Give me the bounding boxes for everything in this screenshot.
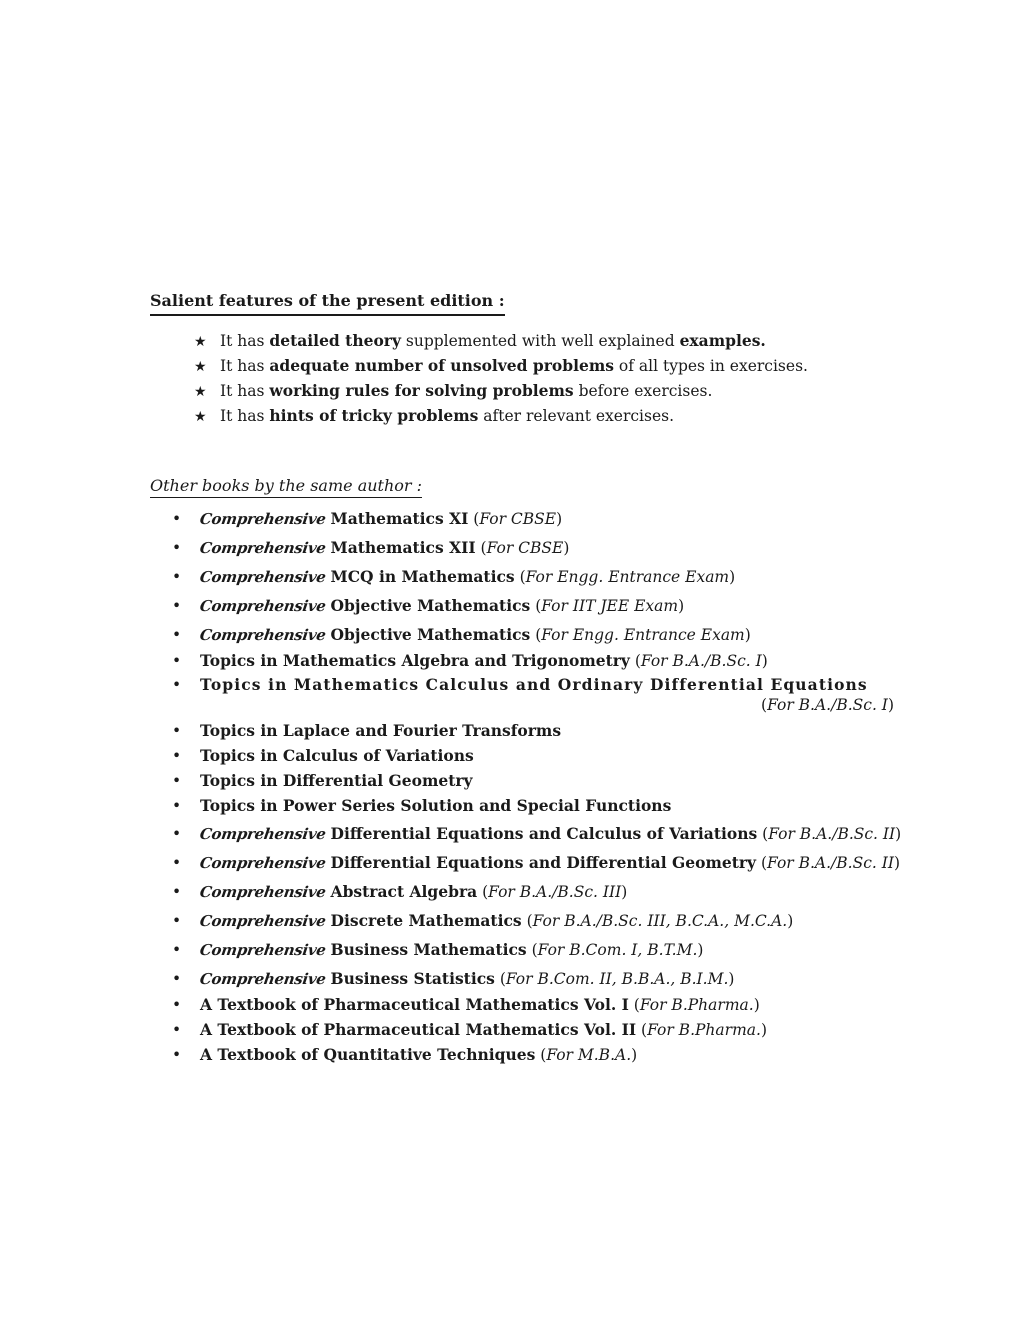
brand-name: Comprehensive — [198, 970, 327, 988]
salient-features-list — [194, 331, 808, 431]
book-audience: For B.A./B.Sc. II — [767, 854, 894, 872]
book-title: Topics in Laplace and Fourier Transforms — [200, 721, 562, 740]
book-item — [172, 770, 894, 795]
feature-item — [194, 406, 808, 431]
book-audience: For Engg. Entrance Exam — [541, 626, 745, 644]
book-title: Discrete Mathematics — [330, 911, 522, 930]
bullet-icon: • — [172, 825, 182, 843]
feature-text: after relevant exercises. — [478, 407, 674, 425]
book-item — [172, 907, 894, 936]
book-title: Differential Equations and Calculus of Variations — [330, 824, 758, 843]
book-title: Abstract Algebra — [330, 882, 478, 901]
book-title: A Textbook of Quantitative Techniques — [200, 1045, 536, 1064]
book-audience: For B.Com. II, B.B.A., B.I.M. — [505, 970, 729, 988]
bullet-icon: • — [172, 772, 182, 790]
paren: ( — [761, 696, 768, 714]
book-item — [172, 795, 894, 820]
paren: ( — [521, 912, 533, 930]
book-item — [172, 621, 894, 650]
bullet-icon: • — [172, 941, 182, 959]
feature-text: It has — [220, 357, 270, 375]
paren: ) — [893, 854, 901, 872]
paren: ( — [530, 626, 542, 644]
book-item — [172, 675, 894, 720]
feature-text: It has — [220, 382, 270, 400]
brand-name: Comprehensive — [198, 941, 327, 959]
bullet-icon: • — [172, 722, 182, 740]
feature-item — [194, 331, 808, 356]
book-item — [172, 534, 894, 563]
paren: ) — [556, 510, 563, 528]
book-title: Topics in Mathematics Calculus and Ordinary Differential Equations — [200, 675, 868, 694]
book-audience: For B.A./B.Sc. I — [767, 696, 888, 714]
book-title: Objective Mathematics — [330, 596, 531, 615]
bullet-icon: • — [172, 626, 182, 644]
book-audience: For B.Pharma. — [639, 996, 754, 1014]
book-audience: For Engg. Entrance Exam — [525, 568, 730, 586]
book-title: Topics in Power Series Solution and Special Functions — [200, 796, 672, 815]
book-item — [172, 849, 901, 878]
paren: ) — [787, 912, 794, 930]
book-item — [172, 505, 894, 534]
books-list — [172, 505, 902, 1069]
paren: ) — [744, 626, 751, 644]
paren: ) — [761, 652, 768, 670]
book-audience: For B.Pharma. — [647, 1021, 761, 1039]
book-item — [172, 720, 894, 745]
bullet-icon: • — [172, 912, 182, 930]
paren: ( — [535, 1046, 547, 1064]
bullet-icon: • — [172, 797, 182, 815]
feature-text: before exercises. — [573, 382, 713, 400]
book-title: Business Statistics — [330, 969, 495, 988]
feature-text: supplemented with well explained — [400, 332, 680, 350]
paren: ( — [514, 568, 526, 586]
paren: ) — [895, 825, 902, 843]
book-item — [172, 878, 894, 907]
paren: ) — [621, 883, 628, 901]
bullet-icon: • — [172, 510, 182, 528]
paren: ) — [697, 941, 704, 959]
bullet-icon: • — [172, 1021, 182, 1039]
feature-text: It has — [220, 407, 270, 425]
paren: ( — [477, 883, 489, 901]
feature-bold: working rules for solving problems — [269, 381, 574, 400]
star-icon: ★ — [194, 334, 207, 350]
feature-bold: examples. — [679, 331, 766, 350]
salient-features-heading: Salient features of the present edition : — [150, 291, 505, 316]
book-title: Objective Mathematics — [330, 625, 531, 644]
brand-name: Comprehensive — [198, 539, 327, 557]
bullet-icon: • — [172, 854, 182, 872]
paren: ( — [494, 970, 506, 988]
book-audience: For B.A./B.Sc. I — [640, 652, 762, 670]
bullet-icon: • — [172, 652, 182, 670]
paren: ) — [563, 539, 570, 557]
book-item — [172, 1019, 894, 1044]
book-title: Mathematics XI — [330, 509, 469, 528]
book-item — [172, 965, 894, 994]
brand-name: Comprehensive — [198, 825, 327, 843]
paren: ( — [629, 652, 641, 670]
brand-name: Comprehensive — [198, 883, 327, 901]
book-audience: For B.A./B.Sc. III, B.C.A., M.C.A. — [532, 912, 788, 930]
paren: ( — [475, 539, 487, 557]
book-title: Topics in Differential Geometry — [200, 771, 473, 790]
brand-name: Comprehensive — [198, 568, 327, 586]
book-audience: For CBSE — [486, 539, 564, 557]
bullet-icon: • — [172, 883, 182, 901]
feature-bold: hints of tricky problems — [269, 406, 479, 425]
paren: ( — [526, 941, 538, 959]
paren: ( — [628, 996, 640, 1014]
book-audience: For B.Com. I, B.T.M. — [537, 941, 698, 959]
feature-item — [194, 356, 808, 381]
bullet-icon: • — [172, 676, 182, 694]
book-title: Business Mathematics — [330, 940, 527, 959]
paren: ( — [468, 510, 480, 528]
book-item — [172, 820, 902, 849]
paren: ) — [753, 996, 760, 1014]
bullet-icon: • — [172, 597, 182, 615]
brand-name: Comprehensive — [198, 626, 327, 644]
paren: ) — [729, 568, 736, 586]
bullet-icon: • — [172, 996, 182, 1014]
star-icon: ★ — [194, 359, 207, 375]
book-title: Differential Equations and Differential Geometry — [330, 853, 757, 872]
other-books-heading: Other books by the same author : — [150, 476, 422, 498]
book-item — [172, 563, 894, 592]
book-item — [172, 745, 894, 770]
bullet-icon: • — [172, 568, 182, 586]
paren: ( — [756, 854, 768, 872]
book-title: Topics in Calculus of Variations — [200, 746, 474, 765]
brand-name: Comprehensive — [198, 854, 327, 872]
book-audience: For IIT JEE Exam — [541, 597, 679, 615]
book-title: Topics in Mathematics Algebra and Trigonometry — [200, 651, 630, 670]
paren: ) — [760, 1021, 767, 1039]
book-item — [172, 592, 894, 621]
bullet-icon: • — [172, 747, 182, 765]
feature-text: It has — [220, 332, 270, 350]
book-audience: For CBSE — [479, 510, 557, 528]
paren: ( — [530, 597, 542, 615]
paren: ( — [636, 1021, 648, 1039]
book-audience: For B.A./B.Sc. III — [488, 883, 622, 901]
bullet-icon: • — [172, 539, 182, 557]
brand-name: Comprehensive — [198, 510, 327, 528]
paren: ) — [631, 1046, 638, 1064]
feature-bold: detailed theory — [269, 331, 401, 350]
book-title: MCQ in Mathematics — [330, 567, 515, 586]
bullet-icon: • — [172, 970, 182, 988]
star-icon: ★ — [194, 384, 207, 400]
book-audience: For B.A./B.Sc. II — [768, 825, 896, 843]
book-item — [172, 936, 894, 965]
bullet-icon: • — [172, 1046, 182, 1064]
paren: ) — [728, 970, 735, 988]
feature-text: of all types in exercises. — [613, 357, 808, 375]
feature-item — [194, 381, 808, 406]
paren: ) — [678, 597, 685, 615]
book-title: A Textbook of Pharmaceutical Mathematics Vol. II — [200, 1020, 637, 1039]
star-icon: ★ — [194, 409, 207, 425]
brand-name: Comprehensive — [198, 597, 327, 615]
book-title: Mathematics XII — [330, 538, 476, 557]
paren: ( — [757, 825, 769, 843]
feature-bold: adequate number of unsolved problems — [269, 356, 614, 375]
book-item — [172, 1044, 894, 1069]
book-title: A Textbook of Pharmaceutical Mathematics Vol. I — [200, 995, 629, 1014]
book-item — [172, 994, 894, 1019]
book-item — [172, 650, 894, 675]
paren: ) — [887, 696, 894, 714]
book-audience-line — [200, 695, 894, 715]
brand-name: Comprehensive — [198, 912, 327, 930]
book-audience: For M.B.A. — [546, 1046, 632, 1064]
